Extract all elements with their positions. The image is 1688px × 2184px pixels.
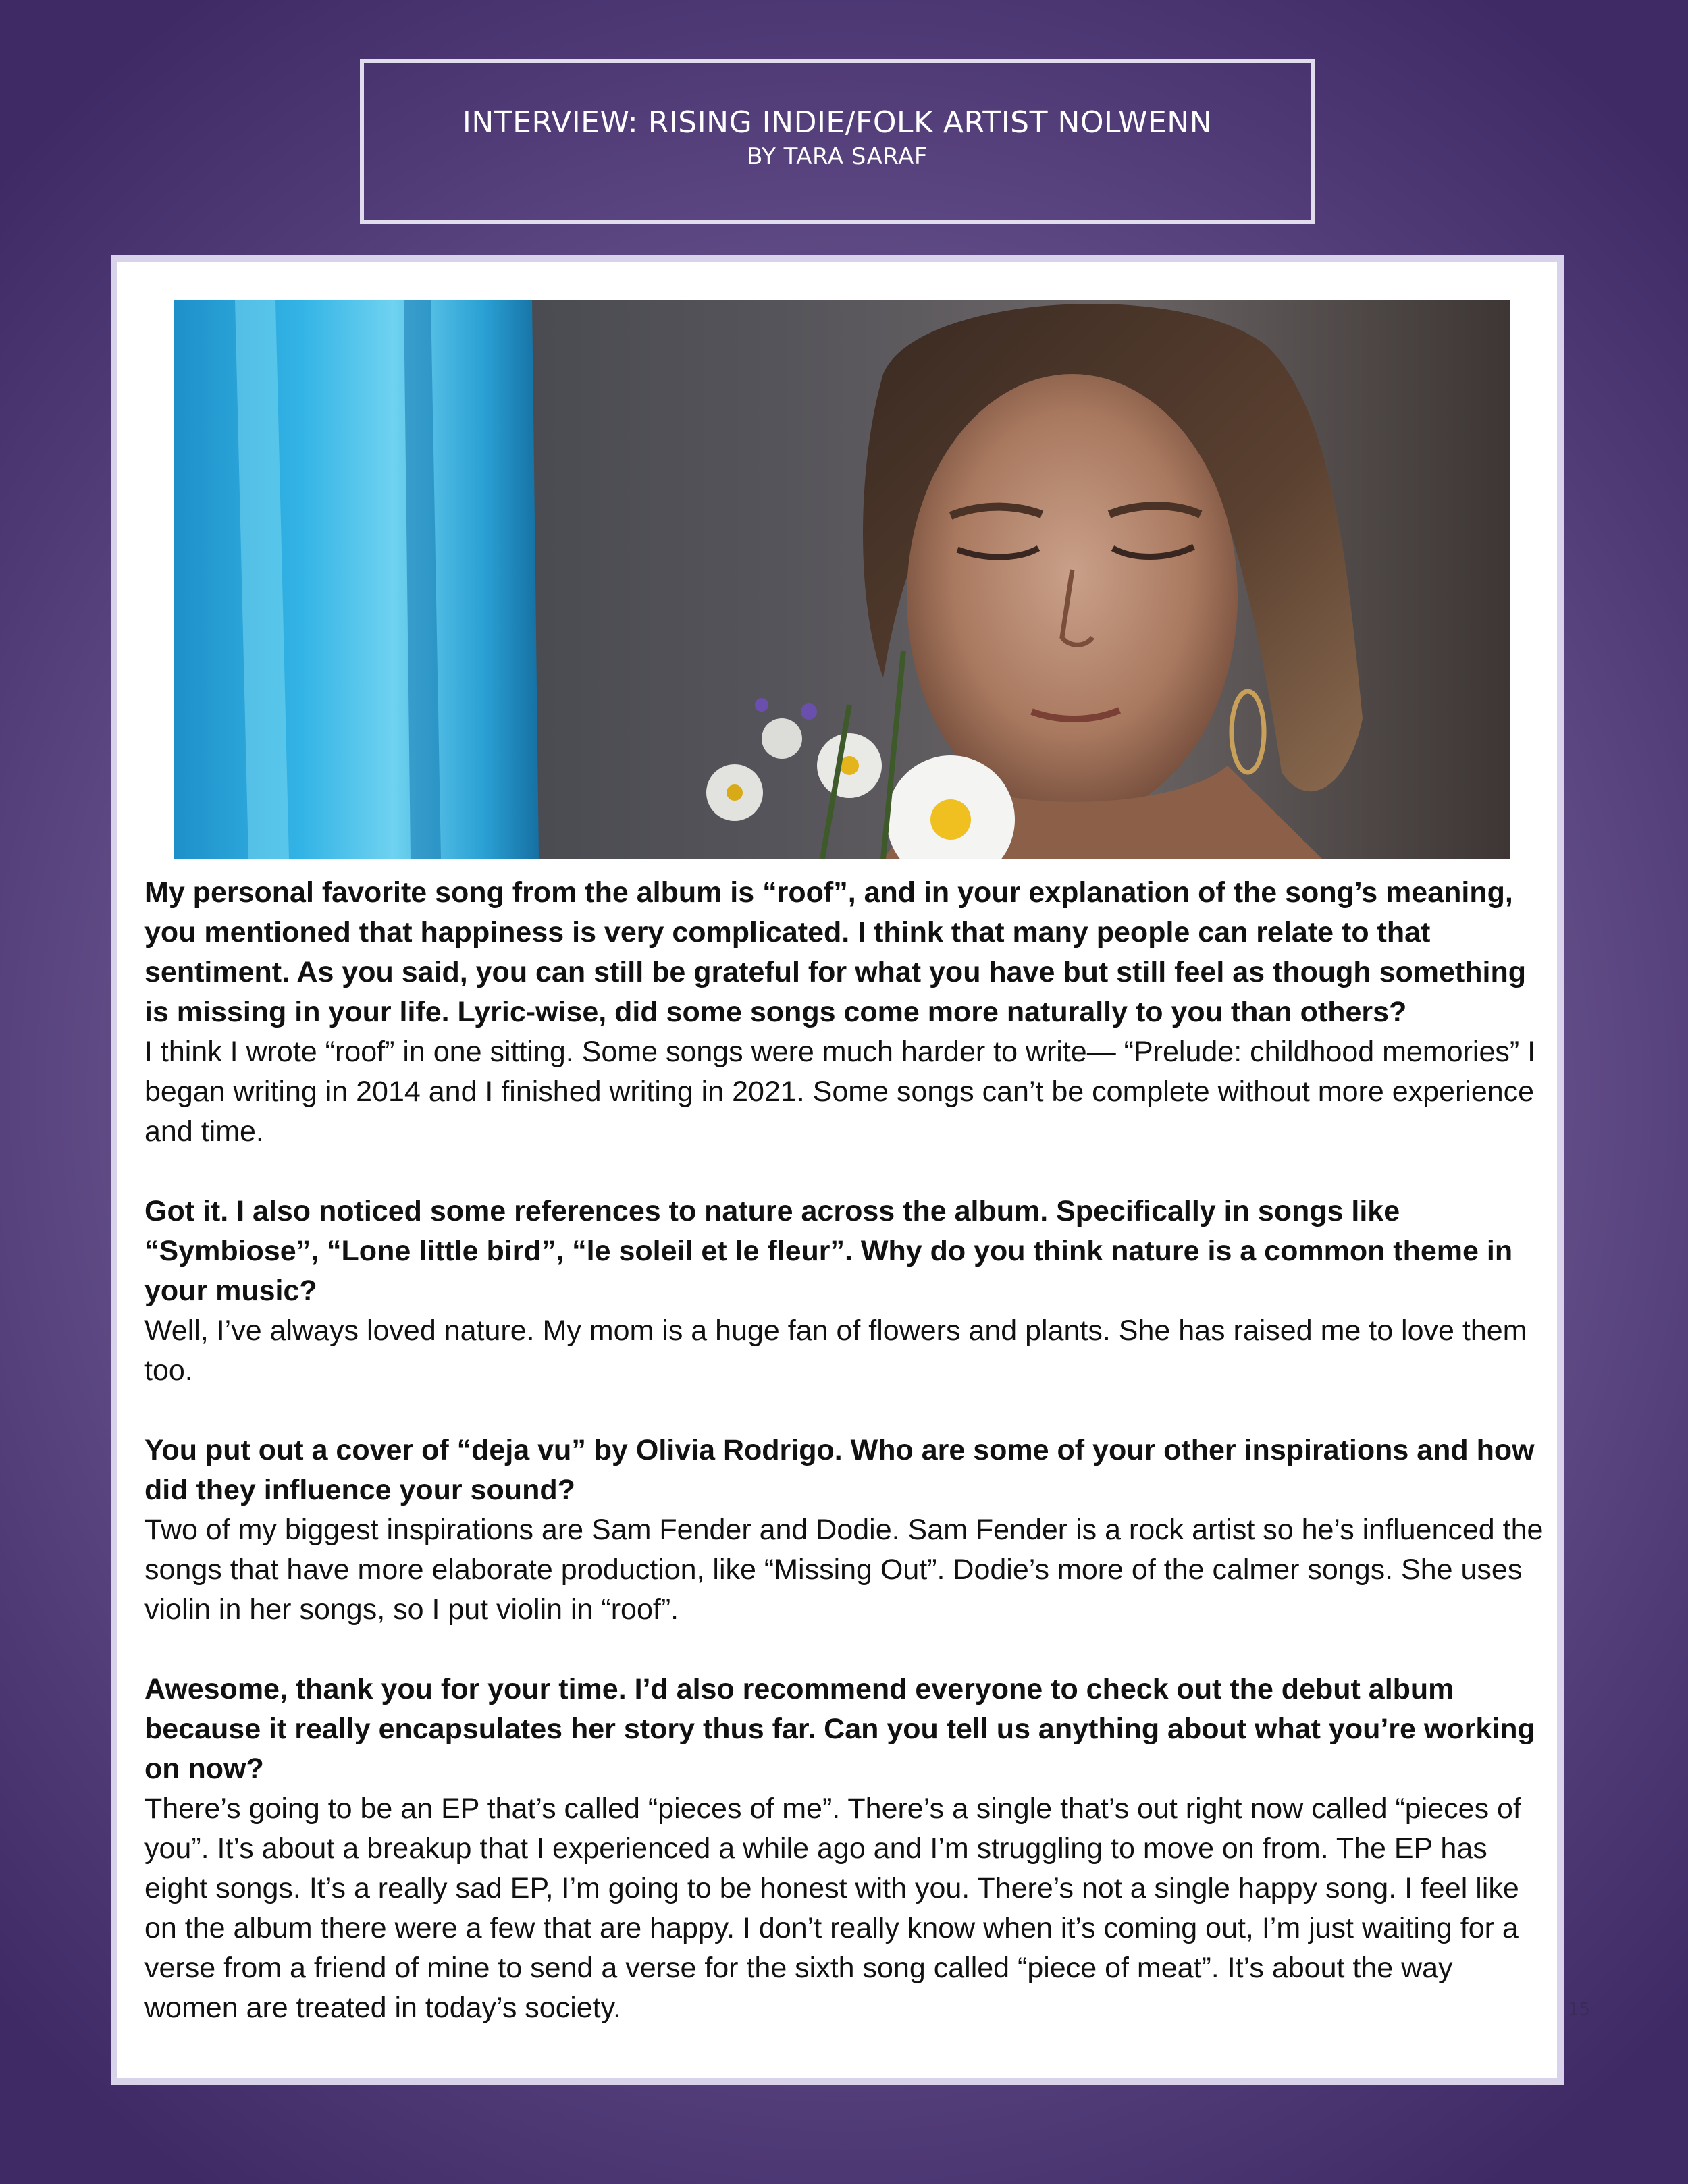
interview-question: You put out a cover of “deja vu” by Olivia Rodrigo. Who are some of your other inspirations and how did they influence your sound?	[144, 1434, 1535, 1506]
interview-answer: There’s going to be an EP that’s called “pieces of me”. There’s a single that’s out right now called “pieces of you”. It’s about a breakup that I experienced a while ago and I’m struggling to move on from. The EP has eight songs. It’s a really sad EP, I’m going to be honest with you. There’s not a single happy song. I feel like on the album there were a few that are happy. I don’t really know when it’s coming out, I’m just waiting for a verse from a friend of mine to send a verse for the sixth song called “piece of meat”. It’s about the way women are treated in today’s society.	[144, 1792, 1521, 2024]
interview-question: Awesome, thank you for your time. I’d also recommend everyone to check out the debut album because it really encapsulates her story thus far. Can you tell us anything about what you’re working on now?	[144, 1673, 1535, 1785]
qa-block	[144, 1431, 1549, 1630]
interview-question: Got it. I also noticed some references to nature across the album. Specifically in songs like “Symbiose”, “Lone little bird”, “le soleil et le fleur”. Why do you think nature is a common theme in your music?	[144, 1195, 1513, 1307]
interview-question: My personal favorite song from the album is “roof”, and in your explanation of the song’s meaning, you mentioned that happiness is very complicated. I think that many people can relate to that sentiment. As you said, you can still be grateful for what you have but still feel as though something is missing in your life. Lyric-wise, did some songs come more naturally to you than others?	[144, 876, 1526, 1028]
qa-block	[144, 1192, 1549, 1391]
title-box	[360, 59, 1315, 224]
portrait-photo-icon	[174, 300, 1510, 859]
article-byline: BY TARA SARAF	[747, 143, 928, 170]
article-title: INTERVIEW: RISING INDIE/FOLK ARTIST NOLWENN	[462, 105, 1213, 140]
interview-body	[144, 873, 1549, 2068]
content-panel	[111, 255, 1564, 2085]
interview-answer: Well, I’ve always loved nature. My mom is a huge fan of flowers and plants. She has raised me to love them too.	[144, 1314, 1527, 1387]
interview-answer: Two of my biggest inspirations are Sam Fender and Dodie. Sam Fender is a rock artist so he’s influenced the songs that have more elaborate production, like “Missing Out”. Dodie’s more of the calmer songs. She uses violin in her songs, so I put violin in “roof”.	[144, 1514, 1544, 1626]
page-number: 15	[1568, 2000, 1591, 2020]
qa-block	[144, 873, 1549, 1152]
interview-answer: I think I wrote “roof” in one sitting. Some songs were much harder to write— “Prelude: childhood memories” I began writing in 2014 and I finished writing in 2021. Some songs can’t be complete without more experience and time.	[144, 1036, 1536, 1148]
qa-block	[144, 1670, 1549, 2028]
